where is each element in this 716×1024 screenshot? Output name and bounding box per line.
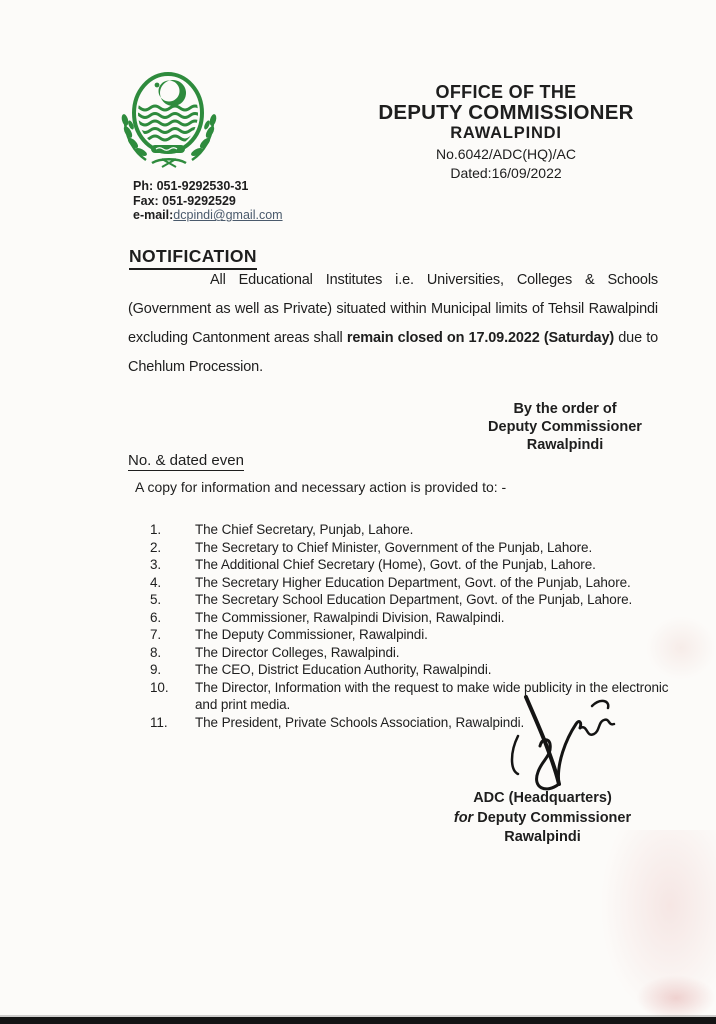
list-item-number: 5. (150, 592, 162, 607)
list-item-text: The Additional Chief Secretary (Home), Govt. of the Punjab, Lahore. (195, 557, 596, 572)
reference-number: No.6042/ADC(HQ)/AC (435, 146, 577, 162)
list-item-number: 10. (150, 679, 169, 695)
signatory-city: Rawalpindi (504, 829, 581, 845)
scan-edge-bar (0, 1017, 716, 1024)
list-item (150, 574, 690, 592)
order-line-1: By the order of (513, 401, 617, 417)
list-item-number: 9. (150, 662, 162, 677)
list-item (150, 626, 690, 644)
notification-body (128, 266, 658, 382)
notification-heading: NOTIFICATION (129, 246, 257, 270)
order-block (465, 401, 665, 454)
list-item (150, 661, 690, 679)
signature-icon (496, 694, 618, 798)
list-item-text: The Director Colleges, Rawalpindi. (195, 644, 400, 660)
letter-date: Dated:16/09/2022 (450, 165, 562, 181)
list-item-number: 8. (150, 644, 162, 660)
signatory-block (440, 789, 645, 848)
order-line-2: Deputy Commissioner (488, 418, 642, 435)
fax-line: Fax: 051-9292529 (133, 193, 236, 208)
scan-smudge (600, 830, 716, 1020)
list-item-text: The Secretary to Chief Minister, Government of the Punjab, Lahore. (195, 539, 593, 555)
list-item (150, 644, 690, 662)
list-item-text: The Chief Secretary, Punjab, Lahore. (195, 522, 414, 537)
body-text-post: due to Chehlum Procession. (128, 330, 658, 375)
list-item-text: The Commissioner, Rawalpindi Division, Rawalpindi. (195, 609, 505, 625)
office-line-1: OFFICE OF THE (435, 82, 577, 102)
signatory-title: ADC (Headquarters) (473, 790, 612, 806)
list-item-number: 4. (150, 574, 162, 590)
list-item-number: 6. (150, 609, 162, 625)
list-item-text: The Deputy Commissioner, Rawalpindi. (195, 627, 428, 642)
email-line (133, 208, 283, 223)
contact-block (133, 179, 283, 223)
list-item-text: The Director, Information with the request to make wide publicity in the electronic and print media. (195, 679, 669, 712)
letterhead (340, 76, 672, 181)
phone-line: Ph: 051-9292530-31 (133, 179, 249, 193)
office-line-2: DEPUTY COMMISSIONER (378, 101, 634, 124)
list-item-number: 11. (150, 714, 168, 730)
signatory-office: Deputy Commissioner (473, 809, 632, 826)
signatory-for-line (440, 809, 645, 829)
list-item-text: The President, Private Schools Association, Rawalpindi. (195, 714, 525, 730)
copy-distribution-line: A copy for information and necessary action is provided to: - (135, 479, 507, 495)
list-item-number: 3. (150, 557, 162, 572)
list-item-number: 1. (150, 522, 162, 537)
signature-scribble (496, 694, 618, 803)
for-word: for (453, 809, 474, 826)
email-label: e-mail: (133, 208, 174, 223)
list-item (150, 556, 690, 574)
body-text-pre: All Educational Institutes i.e. Universities, Colleges & Schools (Government as well as Private) situated within Municipal limits of Tehsil Rawalpindi excluding Cantonment areas shall (128, 272, 658, 346)
list-item (150, 591, 690, 609)
list-item (150, 609, 690, 627)
punjab-crest-icon (116, 70, 222, 170)
list-item-number: 7. (150, 627, 162, 642)
body-text-bold: remain closed on 17.09.2022 (Saturday) (346, 330, 615, 346)
list-item-text: The CEO, District Education Authority, Rawalpindi. (195, 662, 492, 677)
office-line-3: RAWALPINDI (450, 124, 562, 142)
list-item-text: The Secretary Higher Education Department, Govt. of the Punjab, Lahore. (195, 574, 631, 590)
list-item (150, 539, 690, 557)
punjab-government-logo (116, 70, 222, 175)
list-item-text: The Secretary School Education Department, Govt. of the Punjab, Lahore. (195, 592, 633, 607)
ref-even-label: No. & dated even (128, 452, 244, 469)
list-item (150, 521, 690, 539)
order-line-3: Rawalpindi (526, 436, 604, 453)
list-item-number: 2. (150, 539, 162, 555)
email-link[interactable]: dcpindi@gmail.com (173, 208, 283, 223)
